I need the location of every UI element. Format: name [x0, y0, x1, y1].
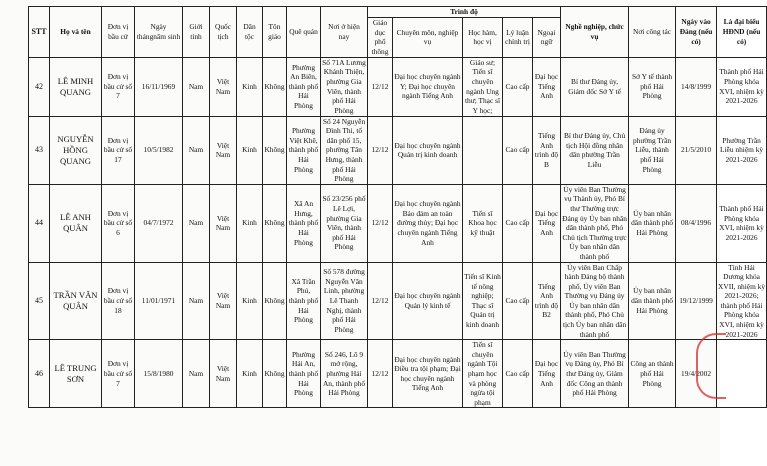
cell-nationality: Việt Nam — [210, 57, 237, 116]
cell-hometown: Phường Việt Khê, thành phố Hải Phòng — [287, 116, 321, 184]
table-row — [29, 184, 767, 262]
header-party-date: Ngày vào Đảng (nếu có) — [676, 7, 717, 58]
cell-unit: Đơn vị bầu cử số 6 — [102, 184, 135, 262]
cell-workplace: Công an thành phố Hải Phòng — [629, 340, 676, 408]
cell-politics: Cao cấp — [503, 184, 533, 262]
cell-dob: 04/7/1972 — [135, 184, 183, 262]
cell-unit: Đơn vị bầu cử số 7 — [102, 57, 135, 116]
header-religion: Tôn giáo — [263, 7, 287, 58]
table-row — [29, 262, 767, 340]
cell-delegate: Phường Trần Liễu nhiệm kỳ 2021-2026 — [717, 116, 767, 184]
candidate-table — [28, 6, 767, 408]
header-general-edu: Giáo dục phổ thông — [368, 17, 393, 57]
cell-general-edu: 12/12 — [368, 57, 393, 116]
cell-name: LÊ ANH QUÂN — [50, 184, 102, 262]
cell-specialty: Đại học chuyên ngành Điều tra tội phạm; Đại học chuyên ngành Tiếng Anh — [393, 340, 463, 408]
cell-hometown: Xã Trần Phú, thành phố Hải Phòng — [287, 262, 321, 340]
header-hometown: Quê quán — [287, 7, 321, 58]
header-position: Nghề nghiệp, chức vụ — [561, 7, 629, 58]
cell-workplace: Ủy ban nhân dân thành phố Hải Phòng — [629, 184, 676, 262]
cell-religion: Không — [263, 184, 287, 262]
cell-language: Tiếng Anh trình độ B2 — [533, 262, 561, 340]
header-degree: Học hàm, học vị — [463, 17, 503, 57]
cell-politics: Cao cấp — [503, 340, 533, 408]
cell-general-edu: 12/12 — [368, 340, 393, 408]
header-delegate: Là đại biểu HĐND (nếu có) — [717, 7, 767, 58]
cell-degree — [463, 116, 503, 184]
cell-gender: Nam — [183, 57, 210, 116]
cell-name: TRẦN VĂN QUÂN — [50, 262, 102, 340]
cell-gender: Nam — [183, 116, 210, 184]
cell-religion: Không — [263, 340, 287, 408]
cell-residence: Số 246, Lô 9 mở rộng, phường Hải An, thành phố Hải Phòng — [321, 340, 368, 408]
cell-name: LÊ MINH QUANG — [50, 57, 102, 116]
cell-general-edu: 12/12 — [368, 184, 393, 262]
header-specialty: Chuyên môn, nghiệp vụ — [393, 17, 463, 57]
cell-stt: 45 — [29, 262, 50, 340]
cell-nationality: Việt Nam — [210, 262, 237, 340]
cell-dob: 10/5/1982 — [135, 116, 183, 184]
cell-religion: Không — [263, 57, 287, 116]
cell-unit: Đơn vị bầu cử số 7 — [102, 340, 135, 408]
cell-residence: Số 71A Lương Khánh Thiện, phường Gia Viên, thành phố Hải Phòng — [322, 57, 366, 115]
cell-residence: Số 24 Nguyễn Đình Thi, tổ dân phố 15, phường Tân Hưng, thành phố Hải Phòng — [321, 116, 368, 184]
cell-delegate: Tỉnh Hải Dương khóa XVII, nhiệm kỳ 2021-2026; thành phố Hải Phòng khóa XVI, nhiệm kỳ 2021-2026 — [718, 262, 766, 339]
header-unit: Đơn vị bầu cử — [102, 7, 135, 58]
cell-politics: Cao cấp — [503, 116, 533, 184]
cell-nationality: Việt Nam — [210, 184, 237, 262]
cell-politics: Cao cấp — [503, 57, 533, 116]
cell-party-date: 19/12/1999 — [676, 262, 717, 340]
cell-degree: Tiến sĩ Khoa học kỹ thuật — [463, 184, 503, 262]
header-language: Ngoại ngữ — [533, 17, 561, 57]
cell-language: Tiếng Anh trình độ B — [533, 116, 561, 184]
cell-party-date: 14/8/1999 — [676, 57, 717, 116]
cell-gender: Nam — [183, 340, 210, 408]
cell-position: Ủy viên Ban Chấp hành Đảng bộ thành phố, Ủy viên Ban Thường vụ Đảng ủy Ủy ban nhân dân thành phố, Phó Chủ tịch Ủy ban nhân dân thành phố — [561, 262, 629, 340]
header-ethnicity: Dân tộc — [237, 7, 263, 58]
cell-specialty: Đại học chuyên ngành Bảo đảm an toàn đường thủy; Đại học chuyên ngành Tiếng Anh — [393, 184, 463, 262]
cell-position: Bí thư Đảng ủy, Giám đốc Sở Y tế — [561, 57, 629, 116]
header-residence: Nơi ở hiện nay — [321, 7, 368, 58]
header-nationality: Quốc tịch — [210, 7, 237, 58]
cell-ethnicity: Kinh — [237, 340, 263, 408]
cell-residence: Số 578 đường Nguyễn Văn Linh, phường Lê Thanh Nghị, thành phố Hải Phòng — [321, 262, 368, 340]
cell-hometown: Phường Hải An, thành phố Hải Phòng — [287, 340, 321, 408]
cell-language: Đại học Tiếng Anh — [533, 57, 561, 116]
cell-delegate: Thành phố Hải Phòng khóa XVI, nhiệm kỳ 2021-2026 — [717, 57, 767, 116]
cell-degree: Tiến sĩ Kinh tế nông nghiệp; Thạc sĩ Quản trị kinh doanh — [463, 262, 503, 340]
cell-ethnicity: Kinh — [237, 116, 263, 184]
cell-stt: 43 — [29, 116, 50, 184]
cell-position: Ủy viên Ban Thường vụ Đảng ủy, Phó Bí thư Đảng ủy, Giám đốc Công an thành phố Hải Phòng — [561, 340, 629, 408]
table-row — [29, 340, 767, 408]
cell-hometown: Phường An Biên, thành phố Hải Phòng — [287, 57, 321, 116]
cell-ethnicity: Kinh — [237, 262, 263, 340]
header-education-group: Trình độ — [368, 7, 561, 18]
red-seal-stamp — [696, 333, 726, 399]
cell-ethnicity: Kinh — [237, 184, 263, 262]
cell-dob: 15/8/1980 — [135, 340, 183, 408]
header-name: Họ và tên — [50, 7, 102, 58]
cell-hometown: Xã An Hưng, thành phố Hải Phòng — [287, 184, 321, 262]
cell-politics: Cao cấp — [503, 262, 533, 340]
header-gender: Giới tính — [183, 7, 210, 58]
table-row — [29, 116, 767, 184]
cell-nationality: Việt Nam — [210, 340, 237, 408]
header-stt: STT — [29, 7, 50, 58]
header-politics: Lý luận chính trị — [503, 17, 533, 57]
cell-dob: 11/01/1971 — [135, 262, 183, 340]
cell-specialty: Đại học chuyên ngành Quản trị kinh doanh — [393, 116, 463, 184]
cell-unit: Đơn vị bầu cử số 18 — [102, 262, 135, 340]
cell-religion: Không — [263, 262, 287, 340]
cell-delegate: Thành phố Hải Phòng khóa XVI, nhiệm kỳ 2021-2026 — [717, 184, 767, 262]
header-dob: Ngày thángnăm sinh — [135, 7, 183, 58]
cell-party-date: 19/4/2002 — [676, 340, 717, 408]
cell-general-edu: 12/12 — [368, 262, 393, 340]
cell-language: Đại học Tiếng Anh — [533, 340, 561, 408]
cell-party-date: 08/4/1996 — [676, 184, 717, 262]
cell-workplace: Sở Y tế thành phố Hải Phòng — [629, 57, 676, 116]
cell-dob: 16/11/1969 — [135, 57, 183, 116]
cell-degree: Tiến sĩ chuyên ngành Tội phạm học và phòng ngừa tội phạm — [463, 340, 503, 408]
cell-position: Bí thư Đảng ủy, Chủ tịch Hội đồng nhân dân phường Trần Liễu — [561, 116, 629, 184]
cell-unit: Đơn vị bầu cử số 17 — [102, 116, 135, 184]
cell-name: LÊ TRUNG SƠN — [50, 340, 102, 408]
cell-ethnicity: Kinh — [237, 57, 263, 116]
cell-stt: 42 — [29, 57, 50, 116]
cell-party-date: 21/5/2010 — [676, 116, 717, 184]
cell-specialty: Đại học chuyên ngành Quản lý kinh tế — [393, 262, 463, 340]
cell-position: Ủy viên Ban Thường vụ Thành ủy, Phó Bí thư Thường trực Đảng ủy Ủy ban nhân dân thành phố, Phó Chủ tịch Thường trực Ủy ban nhân dân thành phố — [562, 184, 627, 261]
cell-nationality: Việt Nam — [210, 116, 237, 184]
cell-stt: 44 — [29, 184, 50, 262]
table-row — [29, 57, 767, 116]
cell-name: NGUYỄN HỒNG QUANG — [50, 116, 102, 184]
cell-degree: Giáo sư; Tiến sĩ chuyên ngành Ung thư; Thạc sĩ Y học; — [463, 57, 503, 116]
cell-religion: Không — [263, 116, 287, 184]
cell-gender: Nam — [183, 184, 210, 262]
cell-stt: 46 — [29, 340, 50, 408]
cell-gender: Nam — [183, 262, 210, 340]
header-workplace: Nơi công tác — [629, 7, 676, 58]
cell-workplace: Đảng ủy phường Trần Liễu, thành phố Hải Phòng — [629, 116, 676, 184]
cell-residence: Số 23/256 phố Lê Lợi, phường Gia Viên, thành phố Hải Phòng — [321, 184, 368, 262]
cell-language: Đại học Tiếng Anh — [533, 184, 561, 262]
cell-workplace: Ủy ban nhân dân thành phố Hải Phòng — [629, 262, 676, 340]
cell-general-edu: 12/12 — [368, 116, 393, 184]
cell-specialty: Đại học chuyên ngành Y; Đại học chuyên ngành Tiếng Anh — [393, 57, 463, 116]
